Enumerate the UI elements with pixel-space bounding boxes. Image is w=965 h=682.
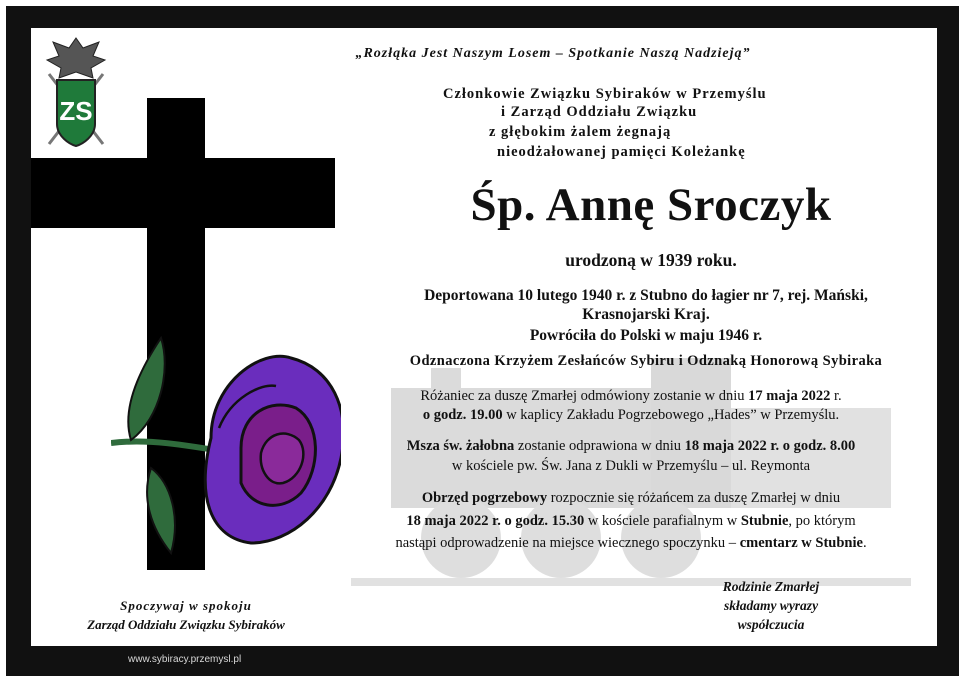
birth-year: urodzoną w 1939 roku. xyxy=(565,250,737,270)
left-signature xyxy=(51,596,321,634)
rosary-line-1: Różaniec za duszę Zmarłej odmówiony zostanie w dniu 17 maja 2022 r. xyxy=(420,388,842,404)
left-signature-line-2: Zarząd Oddziału Związku Sybiraków xyxy=(87,617,285,632)
honors: Odznaczona Krzyżem Zesłańców Sybiru i Odznaką Honorową Sybiraka xyxy=(409,353,883,369)
sybiraks-union-emblem-icon xyxy=(43,34,109,150)
return-line: Powróciła do Polski w maju 1946 r. xyxy=(529,327,763,344)
header-line-4: nieodżałowanej pamięci Koleżankę xyxy=(497,144,746,160)
emblem-lettering: ZS xyxy=(59,96,93,126)
header-line-1: Członkowie Związku Sybiraków w Przemyślu xyxy=(443,86,767,102)
right-signature-line-2: składamy wyrazy xyxy=(723,598,819,613)
motto: „Rozłąka Jest Naszym Losem – Spotkanie Naszą Nadzieją” xyxy=(355,46,751,61)
right-signature-line-1: Rodzinie Zmarłej xyxy=(722,579,820,594)
funeral-line-1: Obrzęd pogrzebowy rozpocznie się różańcem za duszę Zmarłej w dniu xyxy=(421,490,841,506)
header-line-3: z głębokim żalem żegnają xyxy=(489,124,672,140)
mass-line-1: Msza św. żałobna zostanie odprawiona w dniu 18 maja 2022 r. o godz. 8.00 xyxy=(406,438,856,454)
deceased-name: Śp. Annę Sroczyk xyxy=(470,179,832,231)
locomotive-background-image xyxy=(351,348,911,608)
right-signature-line-3: współczucia xyxy=(737,617,805,632)
deportation-line-2: Krasnojarski Kraj. xyxy=(582,306,710,323)
mass-line-2: w kościele pw. Św. Jana z Dukli w Przemyślu – ul. Reymonta xyxy=(451,458,811,474)
left-signature-line-1: Spoczywaj w spokoju xyxy=(120,598,252,613)
obituary-card xyxy=(31,28,937,646)
rosary-line-2: o godz. 19.00 w kaplicy Zakładu Pogrzebowego „Hades” w Przemyślu. xyxy=(422,407,840,423)
deportation-line-1: Deportowana 10 lutego 1940 r. z Stubno do łagier nr 7, rej. Mański, xyxy=(424,287,868,304)
website-url: www.sybiracy.przemysl.pl xyxy=(128,654,242,665)
rose-icon xyxy=(111,328,341,558)
funeral-line-3: nastąpi odprowadzenie na miejsce wiecznego spoczynku – cmentarz w Stubnie. xyxy=(395,535,867,551)
funeral-line-2: 18 maja 2022 r. o godz. 15.30 w kościele parafialnym w Stubnie, po którym xyxy=(406,513,856,529)
header-line-2: i Zarząd Oddziału Związku xyxy=(501,104,698,120)
right-signature xyxy=(671,577,871,634)
